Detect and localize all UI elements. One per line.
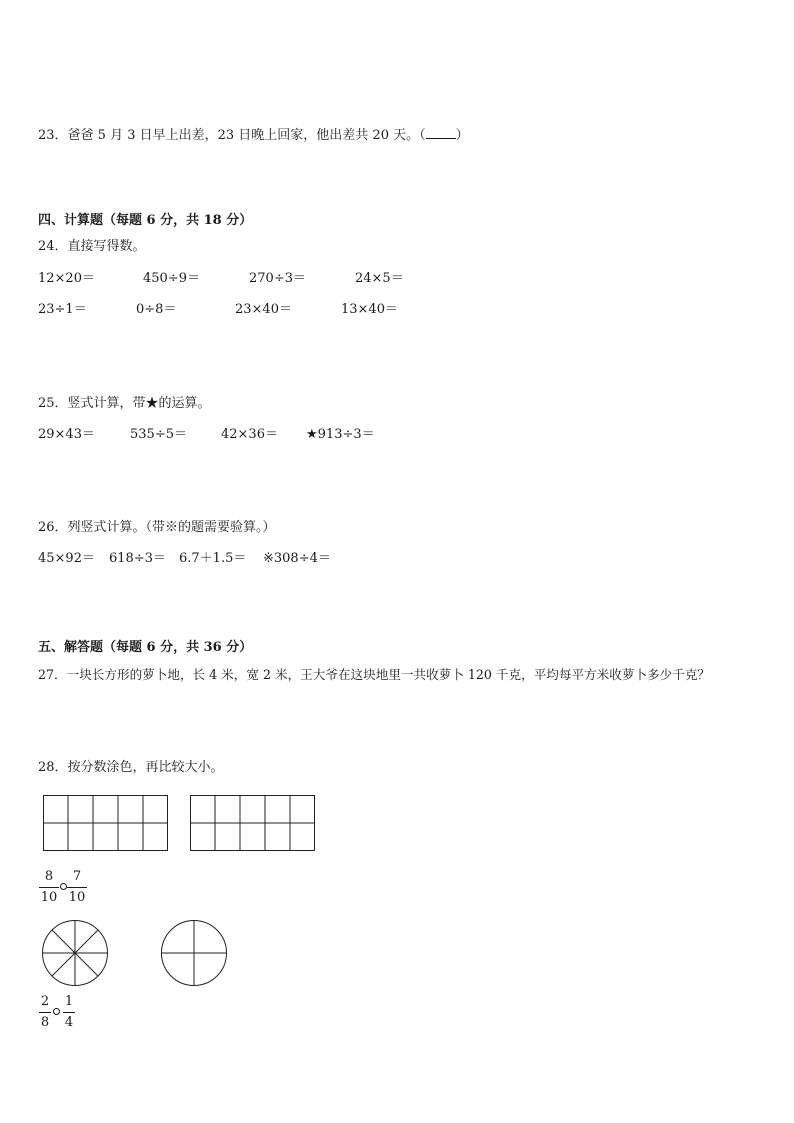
q26-item: ※308÷4＝	[263, 551, 331, 566]
question-28-title: 28．按分数涂色，再比较大小。	[38, 760, 224, 775]
fraction-circle-quarters[interactable]	[160, 919, 228, 987]
fraction-bar	[63, 1012, 75, 1013]
q24-item: 270÷3＝	[249, 271, 306, 286]
fraction-denominator: 8	[40, 1015, 50, 1030]
q24-item: 12×20＝	[38, 271, 95, 286]
q24-item: 24×5＝	[355, 271, 404, 286]
fraction-circle-eighths[interactable]	[41, 919, 109, 987]
q24-item: 23÷1＝	[38, 302, 87, 317]
q24-item: 450÷9＝	[143, 271, 200, 286]
fraction-bar	[39, 887, 59, 888]
q25-item: ★913÷3＝	[306, 427, 375, 442]
answer-blank[interactable]	[426, 126, 456, 139]
q25-item: 29×43＝	[38, 427, 95, 442]
fraction-grid-left[interactable]	[43, 795, 169, 852]
question-24-title: 24．直接写得数。	[38, 239, 146, 254]
fraction-numerator: 7	[72, 869, 82, 884]
fraction-denominator: 10	[40, 890, 58, 905]
section-5-heading: 五、解答题（每题 6 分，共 36 分）	[38, 640, 253, 655]
question-23-text: 23．爸爸 5 月 3 日早上出差，23 日晚上回家，他出差共 20 天。（	[38, 128, 426, 143]
question-27: 27．一块长方形的萝卜地，长 4 米，宽 2 米，王大爷在这块地里一共收萝卜 120 千克，平均每平方米收萝卜多少千克？	[38, 667, 711, 682]
fraction-bar	[67, 887, 87, 888]
q24-item: 23×40＝	[235, 302, 292, 317]
section-4-heading: 四、计算题（每题 6 分，共 18 分）	[38, 213, 253, 228]
fraction-denominator: 4	[64, 1015, 74, 1030]
fraction-numerator: 1	[64, 994, 74, 1009]
question-26-title: 26．列竖式计算。（带※的题需要验算。）	[38, 520, 276, 535]
fraction-numerator: 8	[44, 869, 54, 884]
fraction-numerator: 2	[40, 994, 50, 1009]
q26-item: 618÷3＝	[109, 551, 166, 566]
question-25-title: 25．竖式计算，带★的运算。	[38, 396, 211, 411]
fraction-grid-right[interactable]	[190, 795, 316, 852]
fraction-denominator: 10	[68, 890, 86, 905]
q25-item: 535÷5＝	[130, 427, 187, 442]
q26-item: 6.7＋1.5＝	[179, 551, 247, 566]
fraction-bar	[39, 1012, 51, 1013]
question-23-close: ）	[455, 128, 469, 143]
question-23	[38, 126, 469, 144]
q24-item: 13×40＝	[341, 302, 398, 317]
q25-item: 42×36＝	[221, 427, 278, 442]
q24-item: 0÷8＝	[136, 302, 177, 317]
q26-item: 45×92＝	[38, 551, 95, 566]
